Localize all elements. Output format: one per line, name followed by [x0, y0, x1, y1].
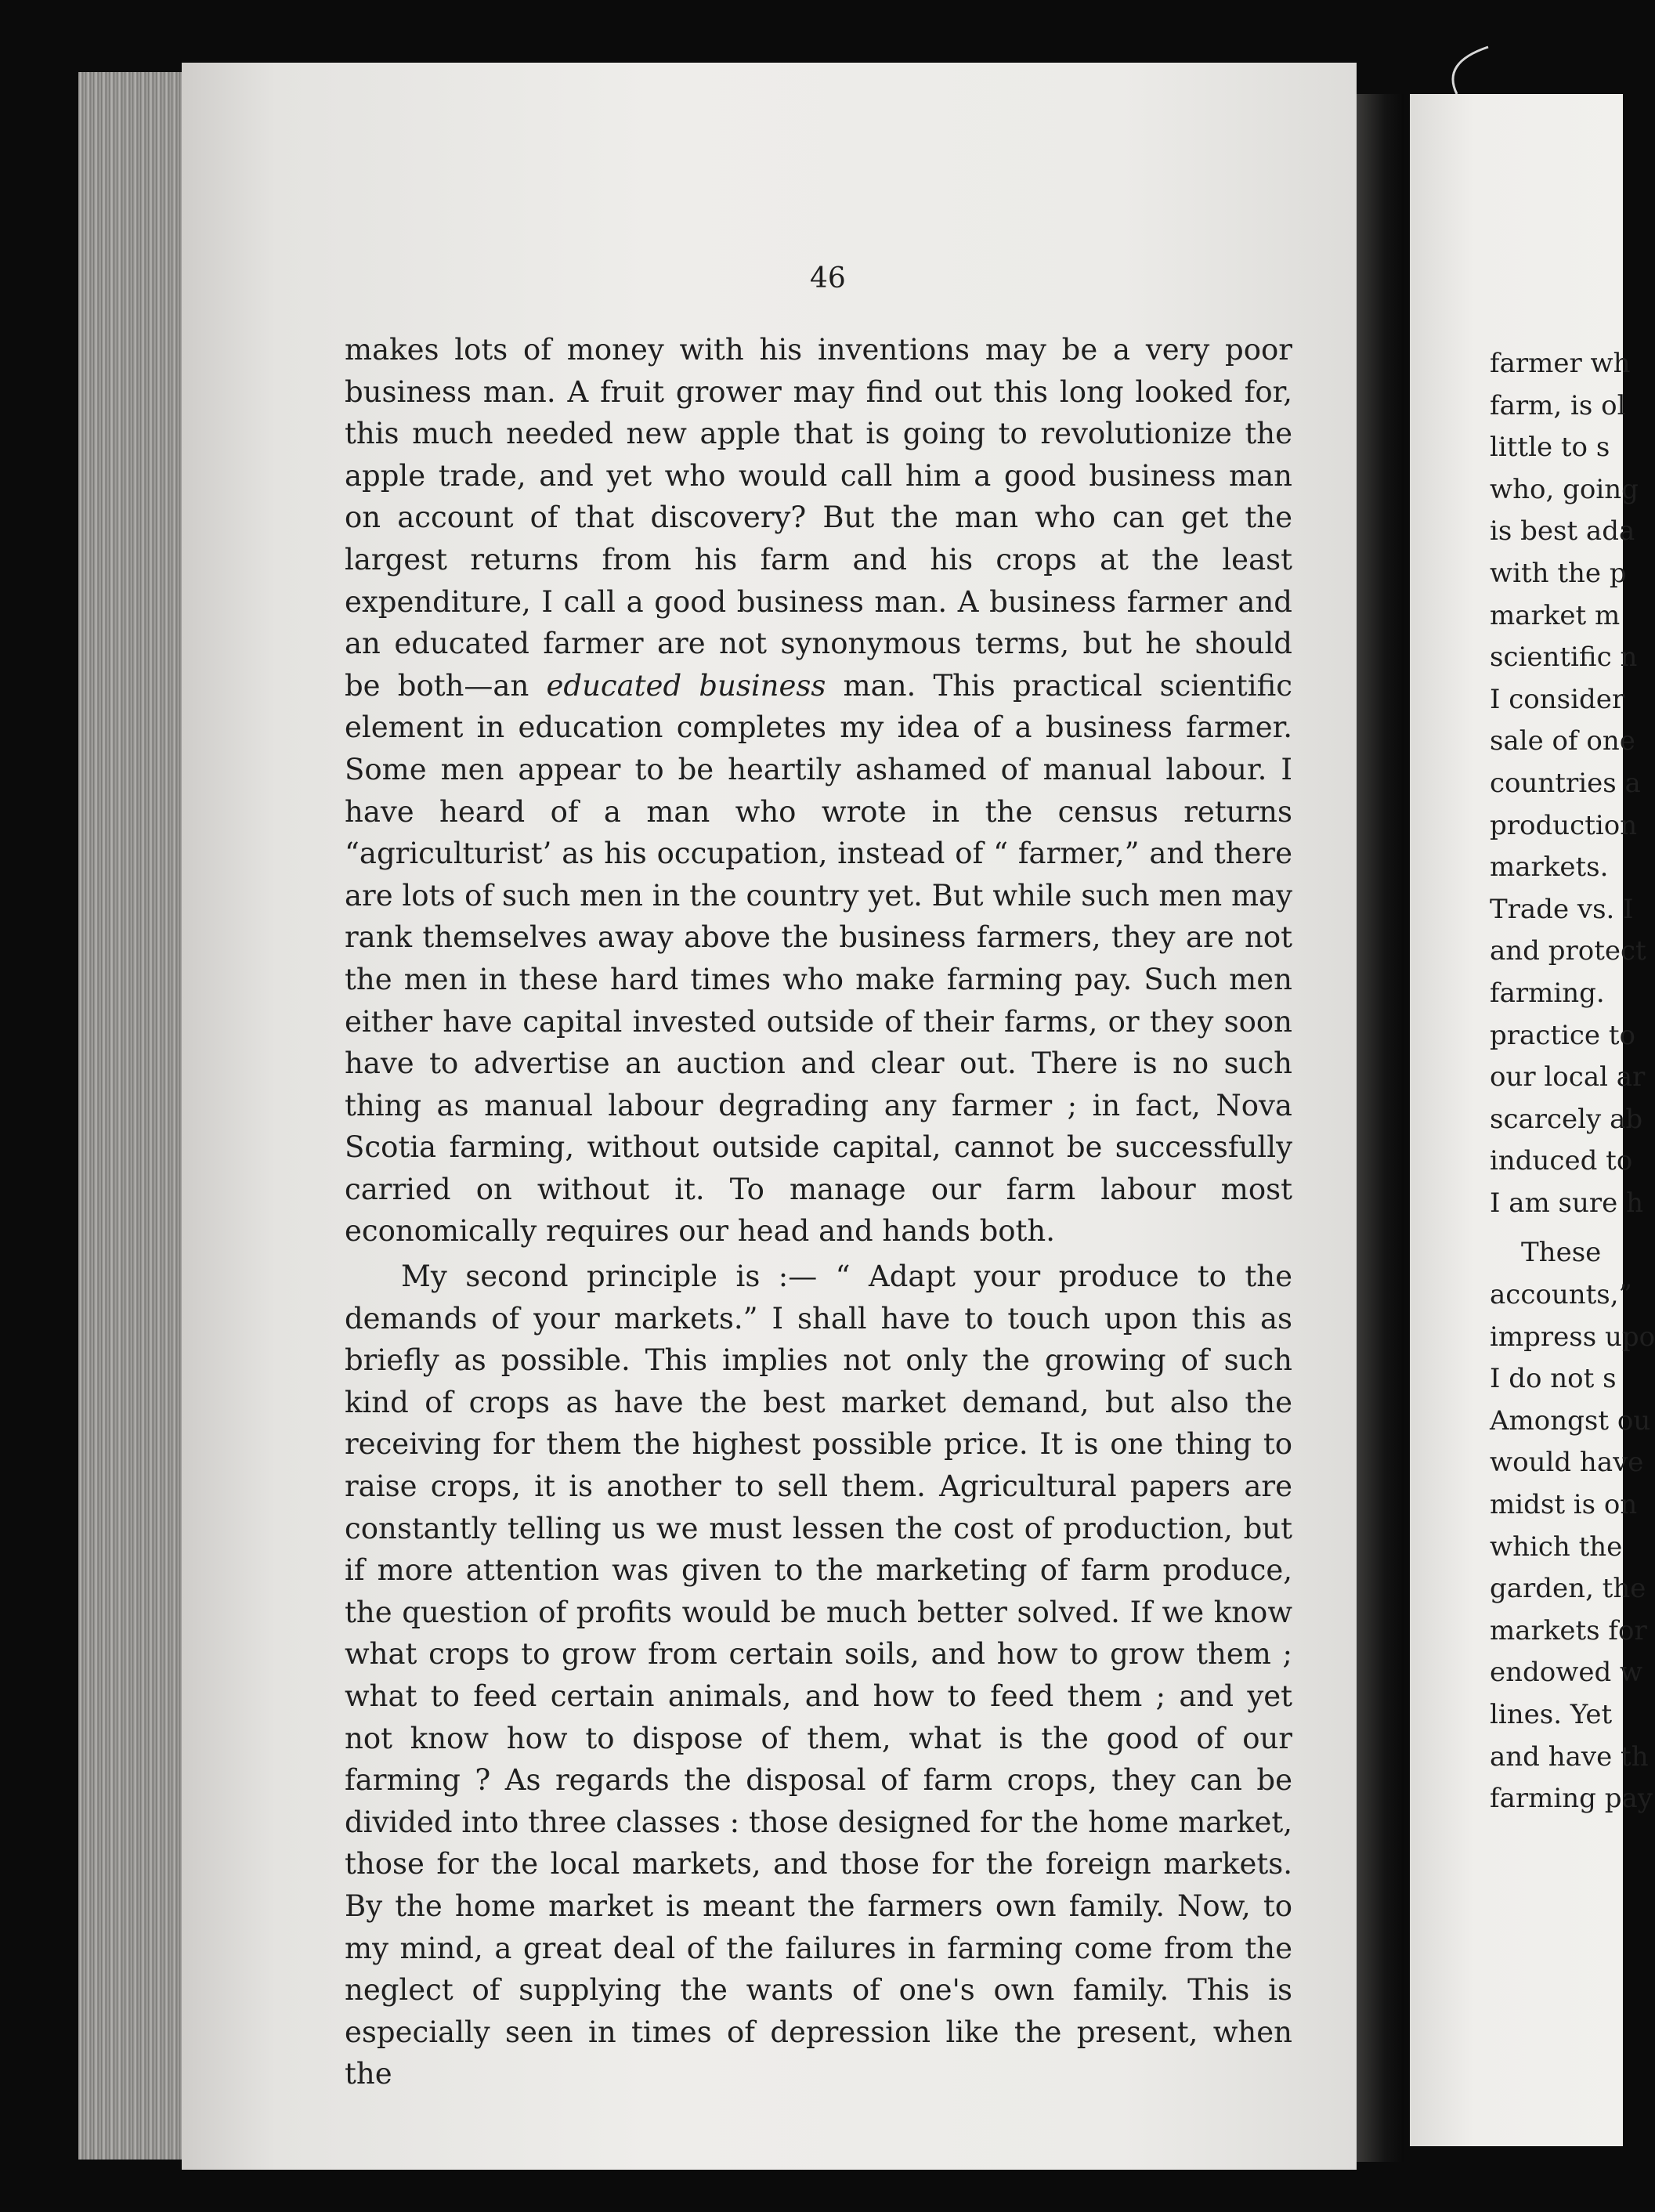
right-page-line: Trade vs. I: [1490, 893, 1634, 925]
right-page-line: endowed w: [1490, 1657, 1643, 1689]
right-page-line: accounts,”: [1490, 1279, 1632, 1311]
right-page-line: induced to: [1490, 1145, 1633, 1177]
right-page-line: I consider: [1490, 683, 1625, 715]
right-page-line: practice to: [1490, 1019, 1635, 1051]
right-page-line: farm, is ol: [1490, 389, 1626, 421]
right-page-line: impress upo: [1490, 1321, 1655, 1353]
paragraph-1: [345, 329, 1292, 1252]
right-page-line: garden, the: [1490, 1573, 1646, 1605]
right-page-line: scientific n: [1490, 642, 1638, 674]
paragraph-gap: [1490, 1224, 1655, 1232]
right-page-line: is best ada: [1490, 515, 1635, 548]
right-page-line: market m: [1490, 599, 1621, 631]
right-page-line: sale of one: [1490, 725, 1635, 757]
right-page-line: and protect: [1490, 935, 1646, 967]
paragraph-1-emphasis: educated business: [546, 668, 826, 703]
right-page-line: our local ar: [1490, 1061, 1646, 1093]
page-number: 46: [810, 262, 846, 295]
right-page-line: These: [1521, 1237, 1602, 1269]
book-gutter: [1357, 94, 1404, 2162]
right-page-text: [1490, 343, 1655, 1820]
right-page-line: production: [1490, 809, 1638, 841]
right-page-line: farming.: [1490, 977, 1605, 1009]
right-page-line: and have th: [1490, 1740, 1649, 1773]
paragraph-1-rest: man. This practical scientific element in education completes my idea of a business farmer. Some men appear to be heartily ashamed of manual labour. I have heard of a man who wrote in the census returns “agriculturist’ as his occupation, instead of “ farmer,” and there are lots of such men in the country yet. But while such men may rank themselves away above the business farmers, they are not the men in these hard times who make farming pay. Such men either have capital invested outside of their farms, or they soon have to advertise an auction and clear out. There is no such thing as manual labour degrading any farmer ; in fact, Nova Scotia farming, without outside capital, cannot be successfully carried on without it. To manage our farm labour most economically requires our head and hands both.: [345, 668, 1292, 1249]
right-page-line: Amongst ou: [1490, 1404, 1651, 1437]
right-page-line: markets for: [1490, 1614, 1647, 1646]
right-page-line: I am sure h: [1490, 1187, 1643, 1219]
right-page-line: I do not s: [1490, 1363, 1617, 1395]
right-page-line: midst is on: [1490, 1489, 1638, 1521]
right-page-line: farmer wh: [1490, 348, 1631, 379]
right-page-line: which the: [1490, 1531, 1623, 1563]
right-page-line: markets.: [1490, 851, 1609, 884]
right-page-line: with the p: [1490, 557, 1627, 589]
right-page-line: little to s: [1490, 432, 1610, 464]
left-page-text: [345, 329, 1292, 2095]
right-page-line: who, going: [1490, 473, 1639, 505]
right-page-line: lines. Yet: [1490, 1699, 1613, 1730]
right-page-line: scarcely ab: [1490, 1103, 1643, 1135]
right-page-line: farming pay: [1490, 1783, 1653, 1815]
paragraph-2: My second principle is :— “ Adapt your produce to the demands of your markets.” I shall have to touch upon this as briefly as possible. This implies not only the growing of such kind of crops as have the best market demand, but also the receiving for them the highest possible price. It is one thing to raise crops, it is another to sell them. Agricultural papers are constantly telling us we must lessen the cost of production, but if more attention was given to the marketing of farm produce, the question of profits would be much better solved. If we know what crops to grow from certain soils, and how to grow them ; what to feed certain animals, and how to feed them ; and yet not know how to dispose of them, what is the good of our farming ? As regards the disposal of farm crops, they can be divided into three classes : those designed for the home market, those for the local markets, and those for the foreign markets. By the home market is meant the farmers own family. Now, to my mind, a great deal of the failures in farming come from the neglect of supplying the wants of one's own family. This is especially seen in times of depression like the present, when the: [345, 1260, 1292, 2091]
right-page-line: would have: [1490, 1447, 1644, 1479]
paragraph-1-text: makes lots of money with his inventions may be a very poor business man. A fruit grower may find out this long looked for, this much needed new apple that is going to revolutionize the apple trade, and yet who would call him a good business man on account of that discovery? But the man who can get the largest returns from his farm and his crops at the least expenditure, I call a good business man. A business farmer and an educated farmer are not synonymous terms, but he should be both—an: [345, 333, 1292, 703]
right-page-line: countries a: [1490, 767, 1641, 799]
